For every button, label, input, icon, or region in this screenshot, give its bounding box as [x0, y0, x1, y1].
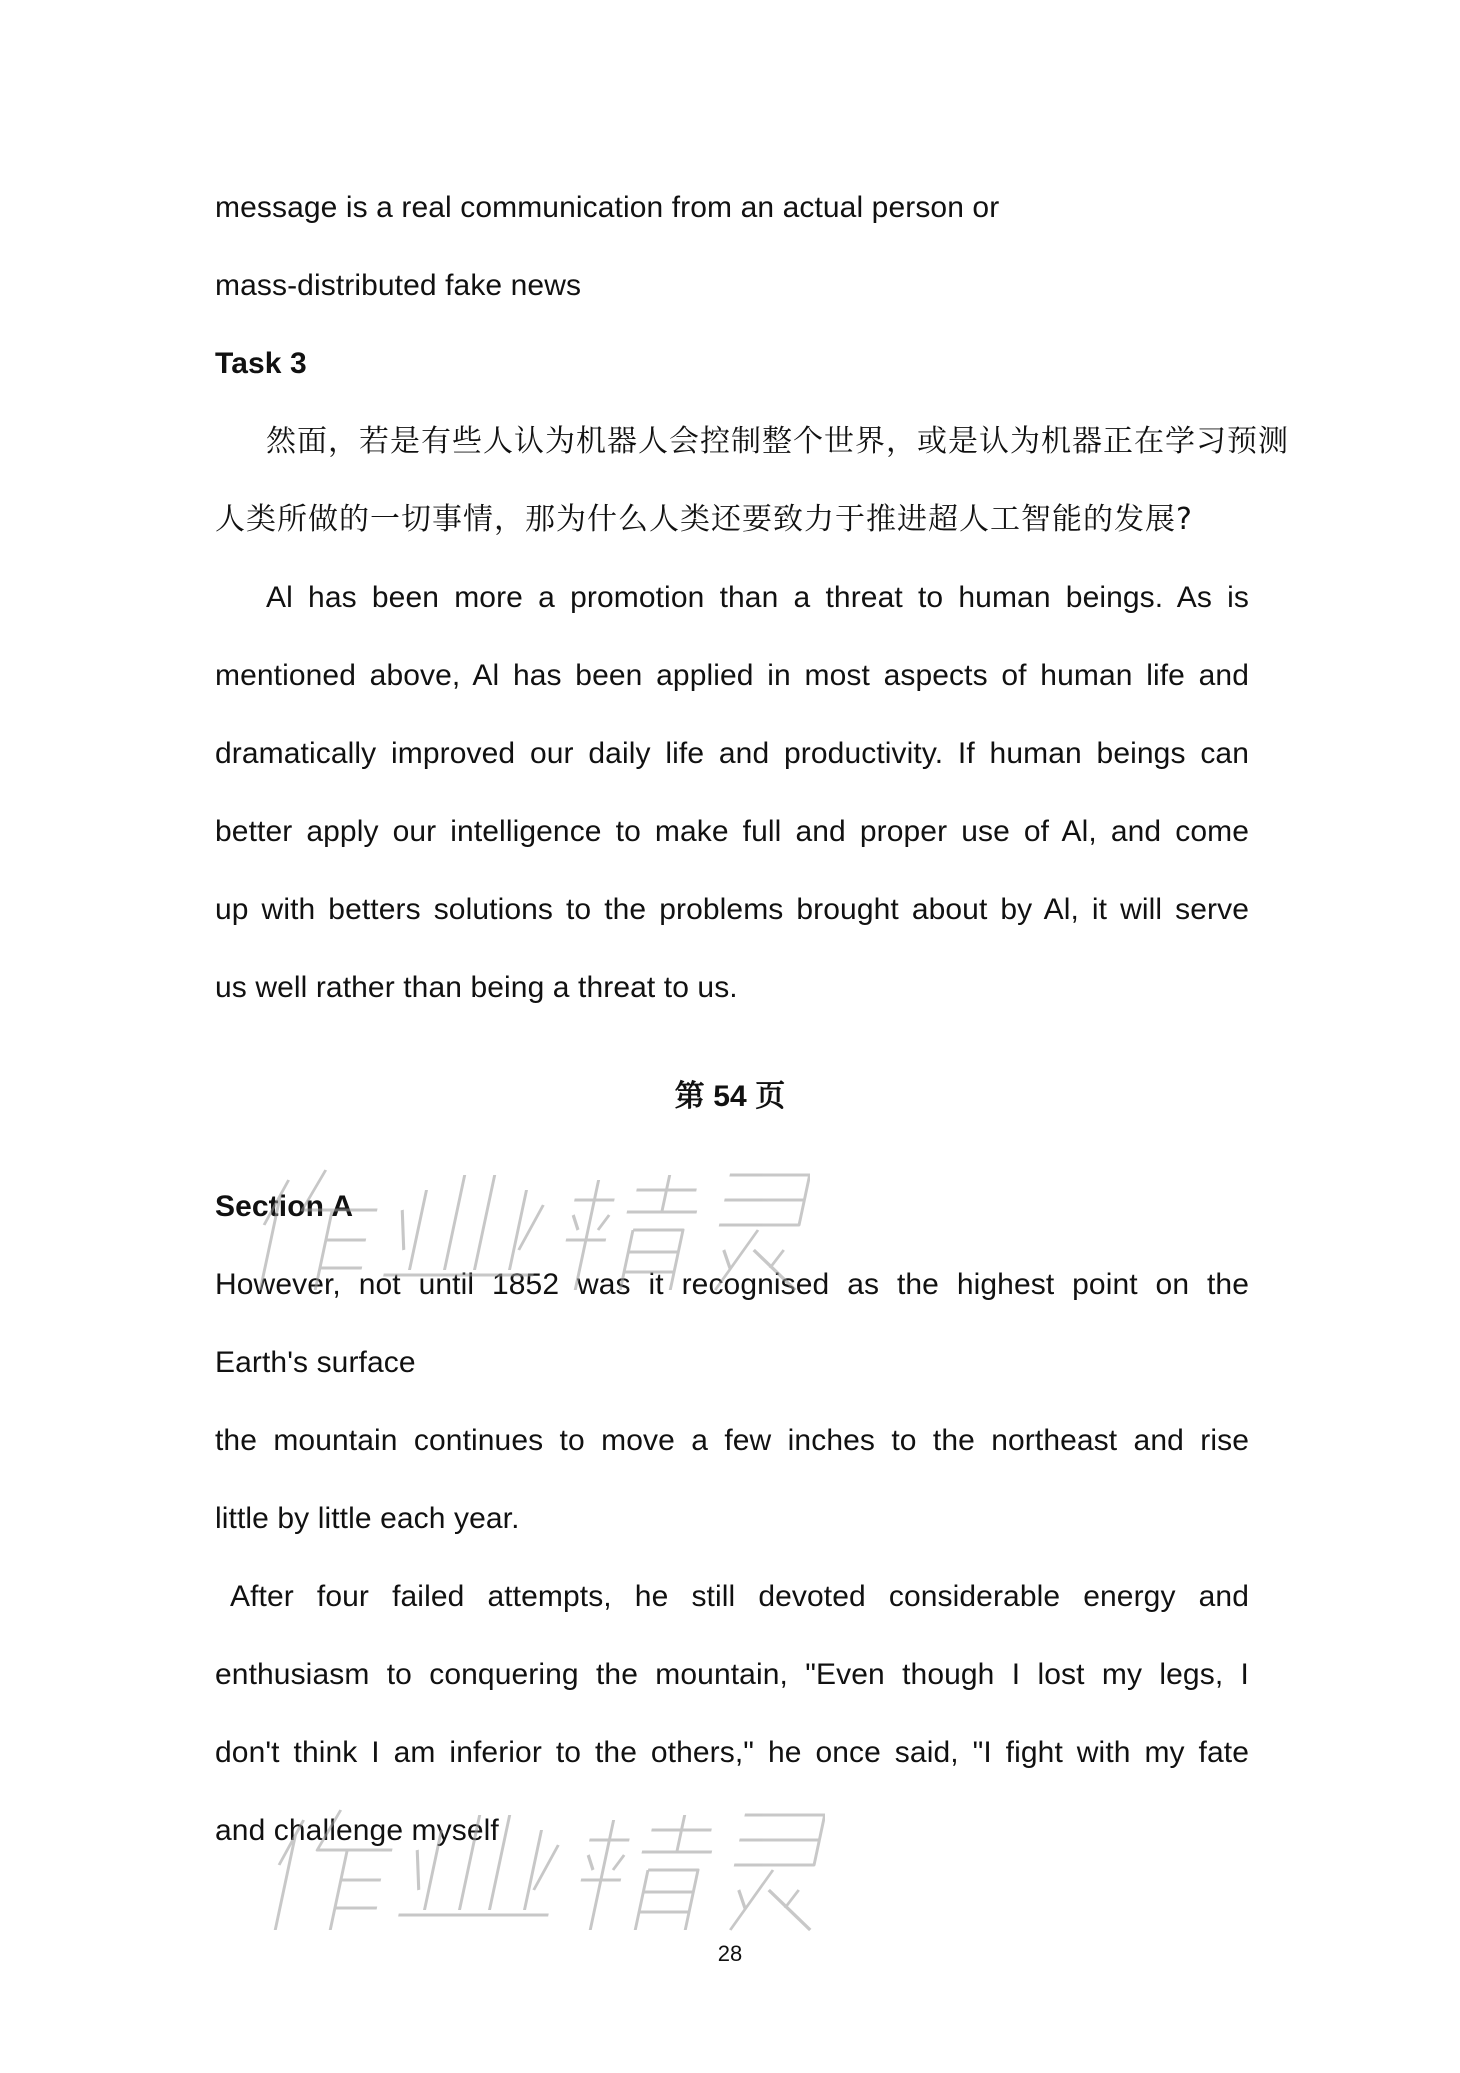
text-line-chinese: 然面，若是有些人认为机器人会控制整个世界，或是认为机器正在学习预测 — [266, 424, 1289, 459]
text-line: However, not until 1852 was it recognised as the highest point on the — [215, 1268, 1249, 1301]
text-line: better apply our intelligence to make full and proper use of Al, and come — [215, 815, 1249, 848]
text-line-chinese: 人类所做的一切事情，那为什么人类还要致力于推进超人工智能的发展? — [215, 502, 1193, 537]
text-line: mentioned above, Al has been applied in most aspects of human life and — [215, 659, 1249, 692]
text-line: don't think I am inferior to the others," he once said, "I fight with my fate — [215, 1736, 1249, 1769]
text-line: Earth's surface — [215, 1346, 416, 1379]
text-line: mass-distributed fake news — [215, 269, 582, 302]
text-line: us well rather than being a threat to us. — [215, 971, 738, 1004]
text-line: dramatically improved our daily life and productivity. If human beings can — [215, 737, 1249, 770]
text-line: and challenge myself — [215, 1814, 499, 1847]
page-heading: 第 54 页 — [674, 1080, 786, 1113]
text-line: little by little each year. — [215, 1502, 520, 1535]
page-number: 28 — [717, 1941, 743, 1966]
task-heading: Task 3 — [215, 347, 307, 380]
text-line: the mountain continues to move a few inches to the northeast and rise — [215, 1424, 1249, 1457]
text-line: enthusiasm to conquering the mountain, "Even though I lost my legs, I — [215, 1658, 1249, 1691]
text-line: message is a real communication from an actual person or — [215, 191, 1000, 224]
text-line: up with betters solutions to the problems brought about by Al, it will serve — [215, 893, 1249, 926]
text-line: After four failed attempts, he still devoted considerable energy and — [230, 1580, 1249, 1613]
text-line: Al has been more a promotion than a threat to human beings. As is — [266, 581, 1249, 614]
section-heading: Section A — [215, 1190, 354, 1223]
